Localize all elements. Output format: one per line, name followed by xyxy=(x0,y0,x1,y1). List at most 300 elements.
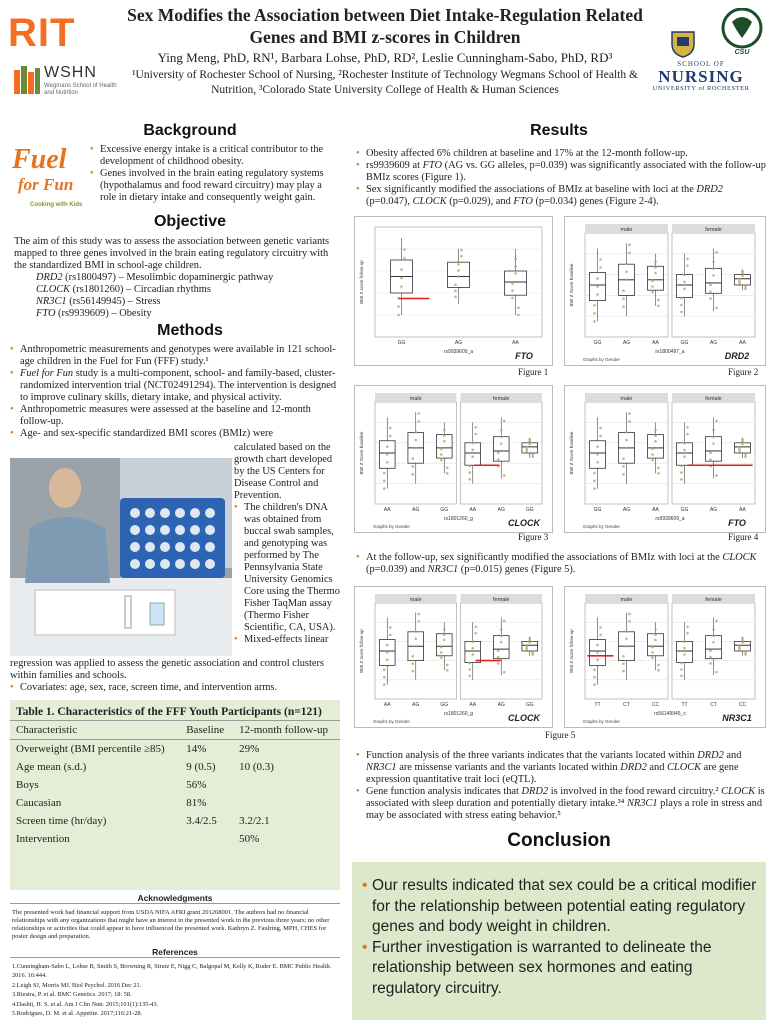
fff-logo-line2: for Fun xyxy=(18,175,74,194)
data-point xyxy=(622,655,625,658)
data-point xyxy=(596,285,599,288)
data-point xyxy=(596,651,599,654)
tick-label: GG xyxy=(440,702,449,708)
data-point xyxy=(503,671,506,674)
data-point xyxy=(400,268,403,271)
table-cell xyxy=(233,776,340,794)
results-text-bottom xyxy=(356,750,766,822)
data-point xyxy=(593,480,596,483)
figure-3-label: Figure 3 xyxy=(518,532,549,542)
data-point xyxy=(525,446,528,449)
tick-label: AG xyxy=(454,340,463,346)
data-point xyxy=(417,613,420,616)
data-point xyxy=(651,280,654,283)
data-point xyxy=(389,626,392,629)
data-point xyxy=(531,651,534,654)
data-point xyxy=(686,433,689,436)
results-bullet-3-b: (p=0.047), xyxy=(366,196,413,207)
data-point xyxy=(593,320,596,323)
data-point xyxy=(389,427,392,430)
table-cell: 10 (0.3) xyxy=(239,761,274,773)
x-axis-label: rs9939609_a xyxy=(443,349,474,355)
tick-label: GG xyxy=(680,340,689,346)
data-point xyxy=(738,280,741,283)
data-point xyxy=(686,632,689,635)
reference-item: 3.Riestra, P. et al. BMC Genetics. 2017; 18: 58. xyxy=(12,991,132,999)
methods-bullet-2-text: study is a multi-component, school- and family-based, cluster-randomized intervention trial (NCT02491294). The intervention is designed to improve culinary skills, dietary intake, and physical activity. xyxy=(20,368,337,403)
data-point xyxy=(503,620,506,623)
tick-label: AA xyxy=(512,340,519,346)
table-cell: Overweight (BMI percentile ≥85) xyxy=(16,743,165,755)
y-axis-label: BMI Z Score baseline xyxy=(569,431,574,475)
wshn-subtitle: Wegmans School of Health and Nutrition xyxy=(44,83,117,96)
data-point xyxy=(411,662,414,665)
results-bullet-5-g1: DRD2 xyxy=(697,750,724,761)
data-point xyxy=(744,455,747,458)
data-point xyxy=(709,451,712,454)
data-point xyxy=(440,448,443,451)
data-point xyxy=(683,455,686,458)
references-heading: References xyxy=(10,947,340,958)
data-point xyxy=(709,662,712,665)
data-point xyxy=(468,674,471,677)
fuel-for-fun-logo xyxy=(8,140,88,220)
data-point xyxy=(680,478,683,481)
data-point xyxy=(414,638,417,641)
results-heading: Results xyxy=(530,122,588,139)
data-point xyxy=(596,644,599,647)
results-bullet-6-d: plays a role in stress and may be associated with stress eating behavior.⁵ xyxy=(366,798,763,821)
data-point xyxy=(531,455,534,458)
data-point xyxy=(397,305,400,308)
data-point xyxy=(741,443,744,446)
graph-note: Graphs by Gender xyxy=(373,719,411,724)
graph-note: Graphs by Gender xyxy=(583,719,621,724)
data-point xyxy=(741,440,744,443)
box-body xyxy=(465,641,481,662)
background-bullet-1: • Excessive energy intake is a critical contributor to the development of childhood obesity. xyxy=(90,144,340,168)
data-point xyxy=(411,457,414,460)
gene-label: NR3C1 xyxy=(722,713,752,723)
data-point xyxy=(715,420,718,423)
panel-label: male xyxy=(620,597,633,603)
tick-label: AG xyxy=(412,702,420,708)
data-point xyxy=(514,258,517,261)
data-point xyxy=(680,311,683,314)
data-point xyxy=(389,435,392,438)
data-point xyxy=(446,472,449,475)
x-axis-label: rs9939609_a xyxy=(655,516,685,522)
data-point xyxy=(622,465,625,468)
data-point xyxy=(680,674,683,677)
gene-line-fto xyxy=(36,308,336,320)
data-point xyxy=(593,312,596,315)
data-point xyxy=(403,248,406,251)
panel-label: male xyxy=(409,597,422,603)
data-point xyxy=(593,304,596,307)
table-cell: 14% xyxy=(186,743,207,755)
data-point xyxy=(383,480,386,483)
son-line2: NURSING xyxy=(658,67,744,86)
objective-heading: Objective xyxy=(153,213,227,230)
tick-label: AA xyxy=(652,340,659,346)
results-bullet-5 xyxy=(356,750,766,786)
table-cell: Age mean (s.d.) xyxy=(16,761,87,773)
data-point xyxy=(460,249,463,252)
rit-logo: RIT xyxy=(8,11,76,55)
data-point xyxy=(686,426,689,429)
data-point xyxy=(625,270,628,273)
gene-label: CLOCK xyxy=(508,518,540,528)
tick-label: GG xyxy=(397,340,406,346)
results-bullet-5-g2: NR3C1 xyxy=(366,762,397,773)
data-point xyxy=(400,277,403,280)
data-point xyxy=(683,640,686,643)
data-point xyxy=(715,620,718,623)
data-point xyxy=(593,472,596,475)
conclusion-bullet-1: • Our results indicated that sex could be a critical modifier for the relationship between potential eating regulatory genes and body weight in children. xyxy=(362,876,762,938)
gene-label: CLOCK xyxy=(508,713,540,723)
data-point xyxy=(628,620,631,623)
data-point xyxy=(680,662,683,665)
gene-line-clock xyxy=(36,284,336,296)
school-of-nursing-logo xyxy=(636,60,766,100)
tick-label: GG xyxy=(593,507,602,513)
methods-bullet-6: • Mixed-effects linear xyxy=(234,634,344,646)
data-point xyxy=(417,412,420,415)
table-1-title: Table 1. Characteristics of the FFF Youth Participants (n=121) xyxy=(16,706,322,718)
data-point xyxy=(622,457,625,460)
gene-line-drd2 xyxy=(36,272,336,284)
affiliations: ¹University of Rochester School of Nursing, ²Rochester Institute of Technology Wegmans School of Health & Nutrition, ³Colorado State University College of Health & Human Sciences xyxy=(132,69,638,96)
svg-text:CSU: CSU xyxy=(734,49,750,56)
panel-label: female xyxy=(705,227,722,233)
data-point xyxy=(471,647,474,650)
tick-label: TT xyxy=(594,702,601,708)
data-point xyxy=(386,445,389,448)
data-point xyxy=(383,669,386,672)
data-point xyxy=(744,287,747,290)
data-point xyxy=(738,450,741,453)
data-point xyxy=(628,252,631,255)
results-bullet-4-b: (p=0.039) and xyxy=(366,564,428,575)
data-point xyxy=(411,655,414,658)
data-point xyxy=(738,446,741,449)
reference-item: 1.Cunningham-Sabo L, Lohse B, Smith S, Browning R, Strutz E, Nigg C, Balgopal M, Kelly K, Ruder E. BMC Public Health. 2016. 16:444. xyxy=(12,963,332,980)
table-row xyxy=(10,830,340,848)
results-bullet-5-e: are gene expression quantitative trait loci (eQTL). xyxy=(366,762,739,785)
data-point xyxy=(741,270,744,273)
data-point xyxy=(599,626,602,629)
figure-4-label: Figure 4 xyxy=(728,532,759,542)
data-point xyxy=(446,664,449,667)
data-point xyxy=(715,251,718,254)
results-bullet-6-b: is involved in the food reward circuitry.² xyxy=(548,786,722,797)
data-point xyxy=(715,474,718,477)
fff-logo-line1: Fuel xyxy=(12,144,67,175)
results-bullet-6-c: is associated with sleep duration and potentially dietary intake.³⁴ xyxy=(366,786,765,809)
results-bullet-5-g4: CLOCK xyxy=(667,762,702,773)
data-point xyxy=(741,637,744,640)
tick-label: CT xyxy=(623,702,630,708)
data-point xyxy=(683,274,686,277)
table-cell: Boys xyxy=(16,779,39,791)
data-point xyxy=(709,656,712,659)
box-body xyxy=(436,634,452,656)
table-row xyxy=(10,812,340,830)
data-point xyxy=(446,669,449,672)
data-point xyxy=(625,431,628,434)
data-point xyxy=(397,314,400,317)
data-point xyxy=(471,449,474,452)
data-point xyxy=(680,465,683,468)
tick-label: AA xyxy=(469,507,477,513)
conclusion-text xyxy=(362,876,762,999)
data-point xyxy=(403,257,406,260)
data-point xyxy=(383,676,386,679)
data-point xyxy=(683,287,686,290)
data-point xyxy=(738,282,741,285)
box-body xyxy=(648,634,664,656)
data-point xyxy=(414,645,417,648)
data-point xyxy=(443,628,446,631)
data-point xyxy=(741,438,744,441)
reference-item: 5.Rodrigues, D. M. et al. Appetite. 2017;116:21-28. xyxy=(12,1010,143,1018)
gene-nr3c1-desc: (rs56149945) – Stress xyxy=(66,296,161,307)
son-line3: UNIVERSITY of ROCHESTER xyxy=(652,85,750,92)
tick-label: AG xyxy=(497,507,505,513)
figure-2-label: Figure 2 xyxy=(728,367,759,377)
box-body xyxy=(677,275,693,298)
data-point xyxy=(628,613,631,616)
data-point xyxy=(457,275,460,278)
table-cell: 3.4/2.5 xyxy=(186,815,217,827)
tick-label: GG xyxy=(525,702,534,708)
data-point xyxy=(460,255,463,258)
data-point xyxy=(414,447,417,450)
results-bullet-3-c: (p=0.029), and xyxy=(446,196,514,207)
data-point xyxy=(683,653,686,656)
data-point xyxy=(680,297,683,300)
results-bullet-3-d: (p=0.034) genes (Figure 2-4). xyxy=(532,196,659,207)
data-point xyxy=(657,299,660,302)
data-point xyxy=(622,305,625,308)
gene-drd2-desc: (rs1800497) – Mesolimbic dopaminergic pathway xyxy=(62,272,274,283)
data-point xyxy=(500,635,503,638)
data-point xyxy=(474,626,477,629)
data-point xyxy=(596,453,599,456)
data-point xyxy=(383,487,386,490)
data-point xyxy=(686,257,689,260)
data-point xyxy=(596,461,599,464)
data-point xyxy=(683,647,686,650)
panel-label: female xyxy=(492,396,510,402)
table-cell xyxy=(233,794,340,812)
data-point xyxy=(657,669,660,672)
results-bullet-5-g3: DRD2 xyxy=(620,762,647,773)
data-point xyxy=(715,671,718,674)
data-point xyxy=(596,293,599,296)
data-point xyxy=(500,442,503,445)
results-bullet-4-g1: CLOCK xyxy=(722,552,757,563)
data-point xyxy=(625,279,628,282)
tick-label: AG xyxy=(709,507,718,513)
tick-label: AA xyxy=(383,507,391,513)
acknowledgments-heading: Acknowledgments xyxy=(10,893,340,904)
figure-5-clock-plot xyxy=(354,586,553,728)
data-point xyxy=(593,669,596,672)
data-point xyxy=(517,306,520,309)
data-point xyxy=(468,662,471,665)
fff-name: Fuel for Fun xyxy=(20,368,74,379)
box-body xyxy=(465,443,481,465)
box-body xyxy=(493,636,509,659)
figure-4-plot xyxy=(564,385,766,533)
data-point xyxy=(709,650,712,653)
graph-note: Graphs by Gender xyxy=(373,524,411,529)
data-point xyxy=(389,634,392,637)
panel-label: female xyxy=(705,396,722,402)
data-point xyxy=(468,478,471,481)
data-point xyxy=(625,439,628,442)
table-row xyxy=(10,794,340,812)
y-axis-label: BMI Z Score baseline xyxy=(359,431,364,475)
data-point xyxy=(454,290,457,293)
data-point xyxy=(680,304,683,307)
data-point xyxy=(525,448,528,451)
tick-label: GG xyxy=(440,507,449,513)
results-bullet-4-g2: NR3C1 xyxy=(427,564,459,575)
tick-label: AG xyxy=(709,340,718,346)
tick-label: GG xyxy=(525,507,534,513)
data-point xyxy=(712,628,715,631)
methods-side-text xyxy=(234,442,344,646)
data-point xyxy=(596,445,599,448)
data-point xyxy=(414,630,417,633)
table-cell: Caucasian xyxy=(16,797,62,809)
tick-label: AG xyxy=(497,702,505,708)
data-point xyxy=(622,473,625,476)
results-bullet-2 xyxy=(356,160,766,184)
data-point xyxy=(528,637,531,640)
data-point xyxy=(657,472,660,475)
data-point xyxy=(651,448,654,451)
data-point xyxy=(503,474,506,477)
data-point xyxy=(651,656,654,659)
methods-bullet-5: • The children's DNA was obtained from buccal swab samples, and genotyping was performed by The Pennsylvania State University Genomics Core using the Thermo Fisher TaqMan assay (Thermo Fisher Scientific, CA, USA). xyxy=(234,502,344,634)
results-bullet-1: • Obesity affected 6% children at baseline and 17% at the 12-month follow-up. xyxy=(356,148,766,160)
table-1 xyxy=(10,700,340,890)
gene-label: FTO xyxy=(728,518,746,528)
background-heading: Background xyxy=(143,122,237,139)
data-point xyxy=(443,440,446,443)
x-axis-label: rs1800497_a xyxy=(655,349,685,355)
data-point xyxy=(625,638,628,641)
methods-bullet-2 xyxy=(10,368,340,404)
results-bullet-5-d: and xyxy=(646,762,667,773)
gene-drd2: DRD2 xyxy=(36,272,63,283)
data-point xyxy=(440,459,443,462)
tick-label: AA xyxy=(739,507,746,513)
panel-label: male xyxy=(620,396,633,402)
data-point xyxy=(474,632,477,635)
data-point xyxy=(468,465,471,468)
data-point xyxy=(654,260,657,263)
data-point xyxy=(715,307,718,310)
data-point xyxy=(386,644,389,647)
results-bullet-2-a: rs9939609 at xyxy=(366,160,423,171)
researcher-photo xyxy=(10,458,232,656)
gene-nr3c1: NR3C1 xyxy=(36,296,67,307)
box-body xyxy=(677,641,693,662)
son-line1: SCHOOL OF xyxy=(677,60,725,68)
data-point xyxy=(686,626,689,629)
results-bullet-3-a: Sex significantly modified the associations of BMIz at baseline with loci at the xyxy=(366,184,697,195)
data-point xyxy=(511,289,514,292)
data-point xyxy=(709,283,712,286)
col-header-characteristic: Characteristic xyxy=(10,721,180,740)
data-point xyxy=(440,651,443,654)
data-point xyxy=(622,670,625,673)
panel-label: female xyxy=(492,597,510,603)
methods-bullet-4-cont: calculated based on the growth chart developed by the US Centers for Disease Control and Prevention. xyxy=(234,442,333,501)
conclusion-heading: Conclusion xyxy=(507,830,611,851)
data-point xyxy=(446,466,449,469)
y-axis-label: BMI Z score follow-up xyxy=(359,260,364,304)
data-point xyxy=(514,265,517,268)
data-point xyxy=(683,449,686,452)
gene-clock: CLOCK xyxy=(36,284,71,295)
data-point xyxy=(528,443,531,446)
data-point xyxy=(528,438,531,441)
data-point xyxy=(712,436,715,439)
data-point xyxy=(622,662,625,665)
tick-label: AA xyxy=(739,340,746,346)
objective-genes xyxy=(36,272,336,320)
tick-label: TT xyxy=(681,702,688,708)
results-text-middle xyxy=(356,552,766,576)
data-point xyxy=(471,653,474,656)
data-point xyxy=(468,471,471,474)
data-point xyxy=(386,658,389,661)
results-bullet-4-a: At the follow-up, sex significantly modified the associations of BMIz with loci at the xyxy=(366,552,723,563)
table-row xyxy=(10,776,340,794)
references-list xyxy=(12,962,338,1018)
box-body xyxy=(706,268,722,293)
results-bullet-6-g1: DRD2 xyxy=(521,786,549,797)
box-body xyxy=(648,266,664,290)
background-bullet-2: • Genes involved in the brain eating regulatory systems (hypothalamus and food reward circuitry) may play a role in dietary intake and consequently weight gain. xyxy=(90,168,340,204)
table-cell: 56% xyxy=(186,779,207,791)
results-bullet-6-g2: CLOCK xyxy=(721,786,756,797)
data-point xyxy=(738,277,741,280)
data-point xyxy=(654,440,657,443)
y-axis-label: BMI Z Score baseline xyxy=(569,263,574,307)
tick-label: GG xyxy=(680,507,689,513)
methods-bullet-3: • Anthropometric measures were assessed at the baseline and 12-month follow-up. xyxy=(10,404,340,428)
methods-bullet-7: • Covariates: age, sex, race, screen time, and intervention arms. xyxy=(10,682,340,694)
results-bullet-2-b: (AG vs. GG alleles, p=0.039) was significantly associated with the follow-up BMIz scores (Figure 1). xyxy=(366,160,766,183)
table-cell: Intervention xyxy=(16,833,70,845)
x-axis-label: rs56149945_c xyxy=(654,711,686,717)
data-point xyxy=(654,639,657,642)
data-point xyxy=(411,670,414,673)
data-point xyxy=(511,282,514,285)
data-point xyxy=(411,465,414,468)
wshn-wordmark: WSHN xyxy=(44,64,97,81)
results-bullet-5-c: are missense variants and the variants located within xyxy=(396,762,621,773)
results-bullet-3 xyxy=(356,184,766,208)
